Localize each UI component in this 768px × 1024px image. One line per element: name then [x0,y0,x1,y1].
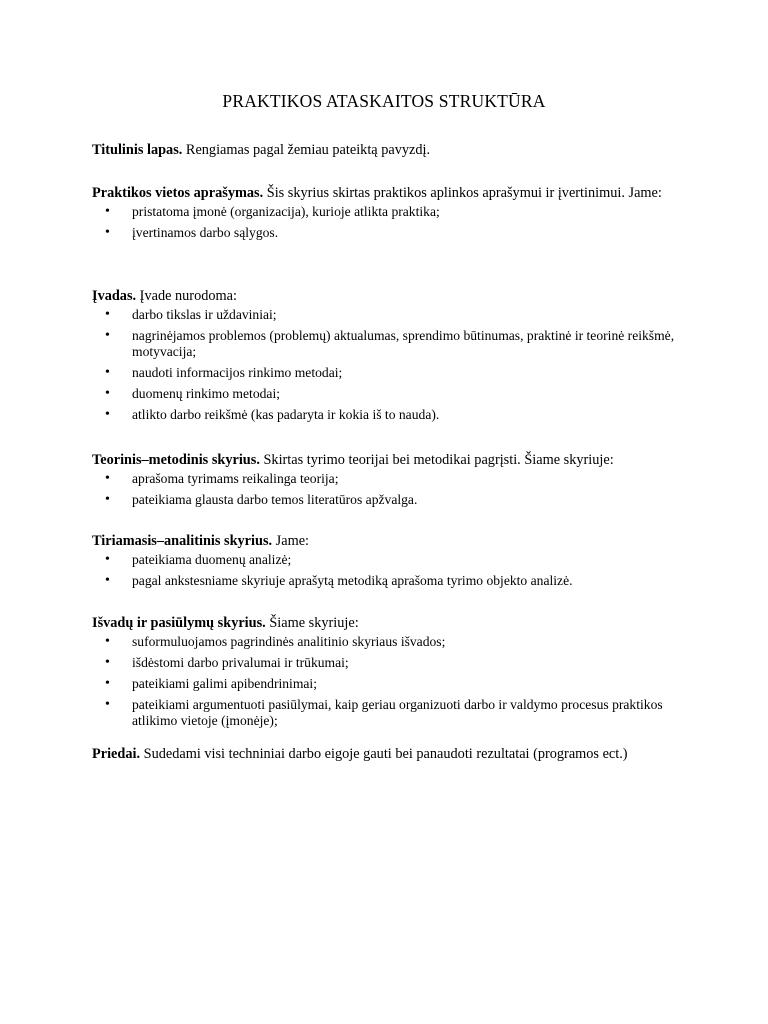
bullet-icon: • [105,328,110,343]
list-item: • nagrinėjamos problemos (problemų) aktualumas, sprendimo būtinumas, praktinė ir teorinė reikšmė, motyvacija; [105,328,675,359]
section-heading: Įvadas. [92,288,137,304]
section-vietos [92,184,694,246]
section-tiriamasis [92,532,694,594]
list-item: • pristatoma įmonė (organizacija), kurioje atlikta praktika; [105,204,440,219]
section-text: Jame: [272,533,310,549]
section-paragraph [92,614,694,632]
bullet-list [92,634,694,729]
list-item: • pateikiami argumentuoti pasiūlymai, kaip geriau organizuoti darbo ir valdymo procesus praktikos atlikimo vietoje (įmonėje); [105,697,663,728]
bullet-icon: • [105,573,110,588]
list-item: • įvertinamos darbo sąlygos. [105,225,279,240]
bullet-list [92,552,694,589]
bullet-icon: • [105,552,110,567]
section-text: Įvade nurodoma: [136,288,237,304]
section-isvadu [92,614,694,734]
section-heading: Teorinis–metodinis skyrius. [92,452,260,468]
list-item: • duomenų rinkimo metodai; [105,386,280,401]
list-item: • suformuluojamos pagrindinės analitinio skyriaus išvados; [105,634,446,649]
bullet-icon: • [105,655,110,670]
list-item: • naudoti informacijos rinkimo metodai; [105,365,343,380]
bullet-icon: • [105,225,110,240]
section-titulinis [92,141,694,159]
section-paragraph [92,141,694,159]
bullet-icon: • [105,386,110,401]
bullet-list [92,471,694,508]
section-paragraph [92,532,694,550]
bullet-icon: • [105,204,110,219]
bullet-list [92,307,694,423]
section-text: Šiame skyriuje: [265,615,359,631]
page-title: PRAKTIKOS ATASKAITOS STRUKTŪRA [222,91,546,111]
list-item: • pateikiami galimi apibendrinimai; [105,676,317,691]
section-text: Sudedami visi techniniai darbo eigoje gauti bei panaudoti rezultatai (programos ect.) [140,746,628,762]
section-paragraph [92,451,694,469]
section-paragraph [92,745,694,763]
bullet-icon: • [105,676,110,691]
bullet-icon: • [105,471,110,486]
section-priedai [92,745,694,763]
list-item: • pateikiama glausta darbo temos literatūros apžvalga. [105,492,418,507]
list-item: • atlikto darbo reikšmė (kas padaryta ir kokia iš to nauda). [105,407,440,422]
list-item: • pateikiama duomenų analizė; [105,552,292,567]
list-item: • pagal ankstesniame skyriuje aprašytą metodiką aprašoma tyrimo objekto analizė. [105,573,573,588]
section-ivadas [92,287,694,428]
bullet-icon: • [105,407,110,422]
section-text: Rengiamas pagal žemiau pateiktą pavyzdį. [182,142,431,158]
list-item: • darbo tikslas ir uždaviniai; [105,307,277,322]
section-heading: Išvadų ir pasiūlymų skyrius. [92,615,266,631]
section-teorinis [92,451,694,513]
bullet-list [92,204,694,241]
bullet-icon: • [105,307,110,322]
bullet-icon: • [105,365,110,380]
section-text: Šis skyrius skirtas praktikos aplinkos aprašymui ir įvertinimui. Jame: [263,185,662,201]
list-item: • aprašoma tyrimams reikalinga teorija; [105,471,339,486]
section-paragraph [92,184,694,202]
bullet-icon: • [105,697,110,712]
section-heading: Tiriamasis–analitinis skyrius. [92,533,273,549]
section-heading: Titulinis lapas. [92,142,183,158]
section-paragraph [92,287,694,305]
bullet-icon: • [105,492,110,507]
section-heading: Praktikos vietos aprašymas. [92,185,264,201]
section-text: Skirtas tyrimo teorijai bei metodikai pagrįsti. Šiame skyriuje: [259,452,614,468]
section-heading: Priedai. [92,746,141,762]
list-item: • išdėstomi darbo privalumai ir trūkumai; [105,655,349,670]
bullet-icon: • [105,634,110,649]
